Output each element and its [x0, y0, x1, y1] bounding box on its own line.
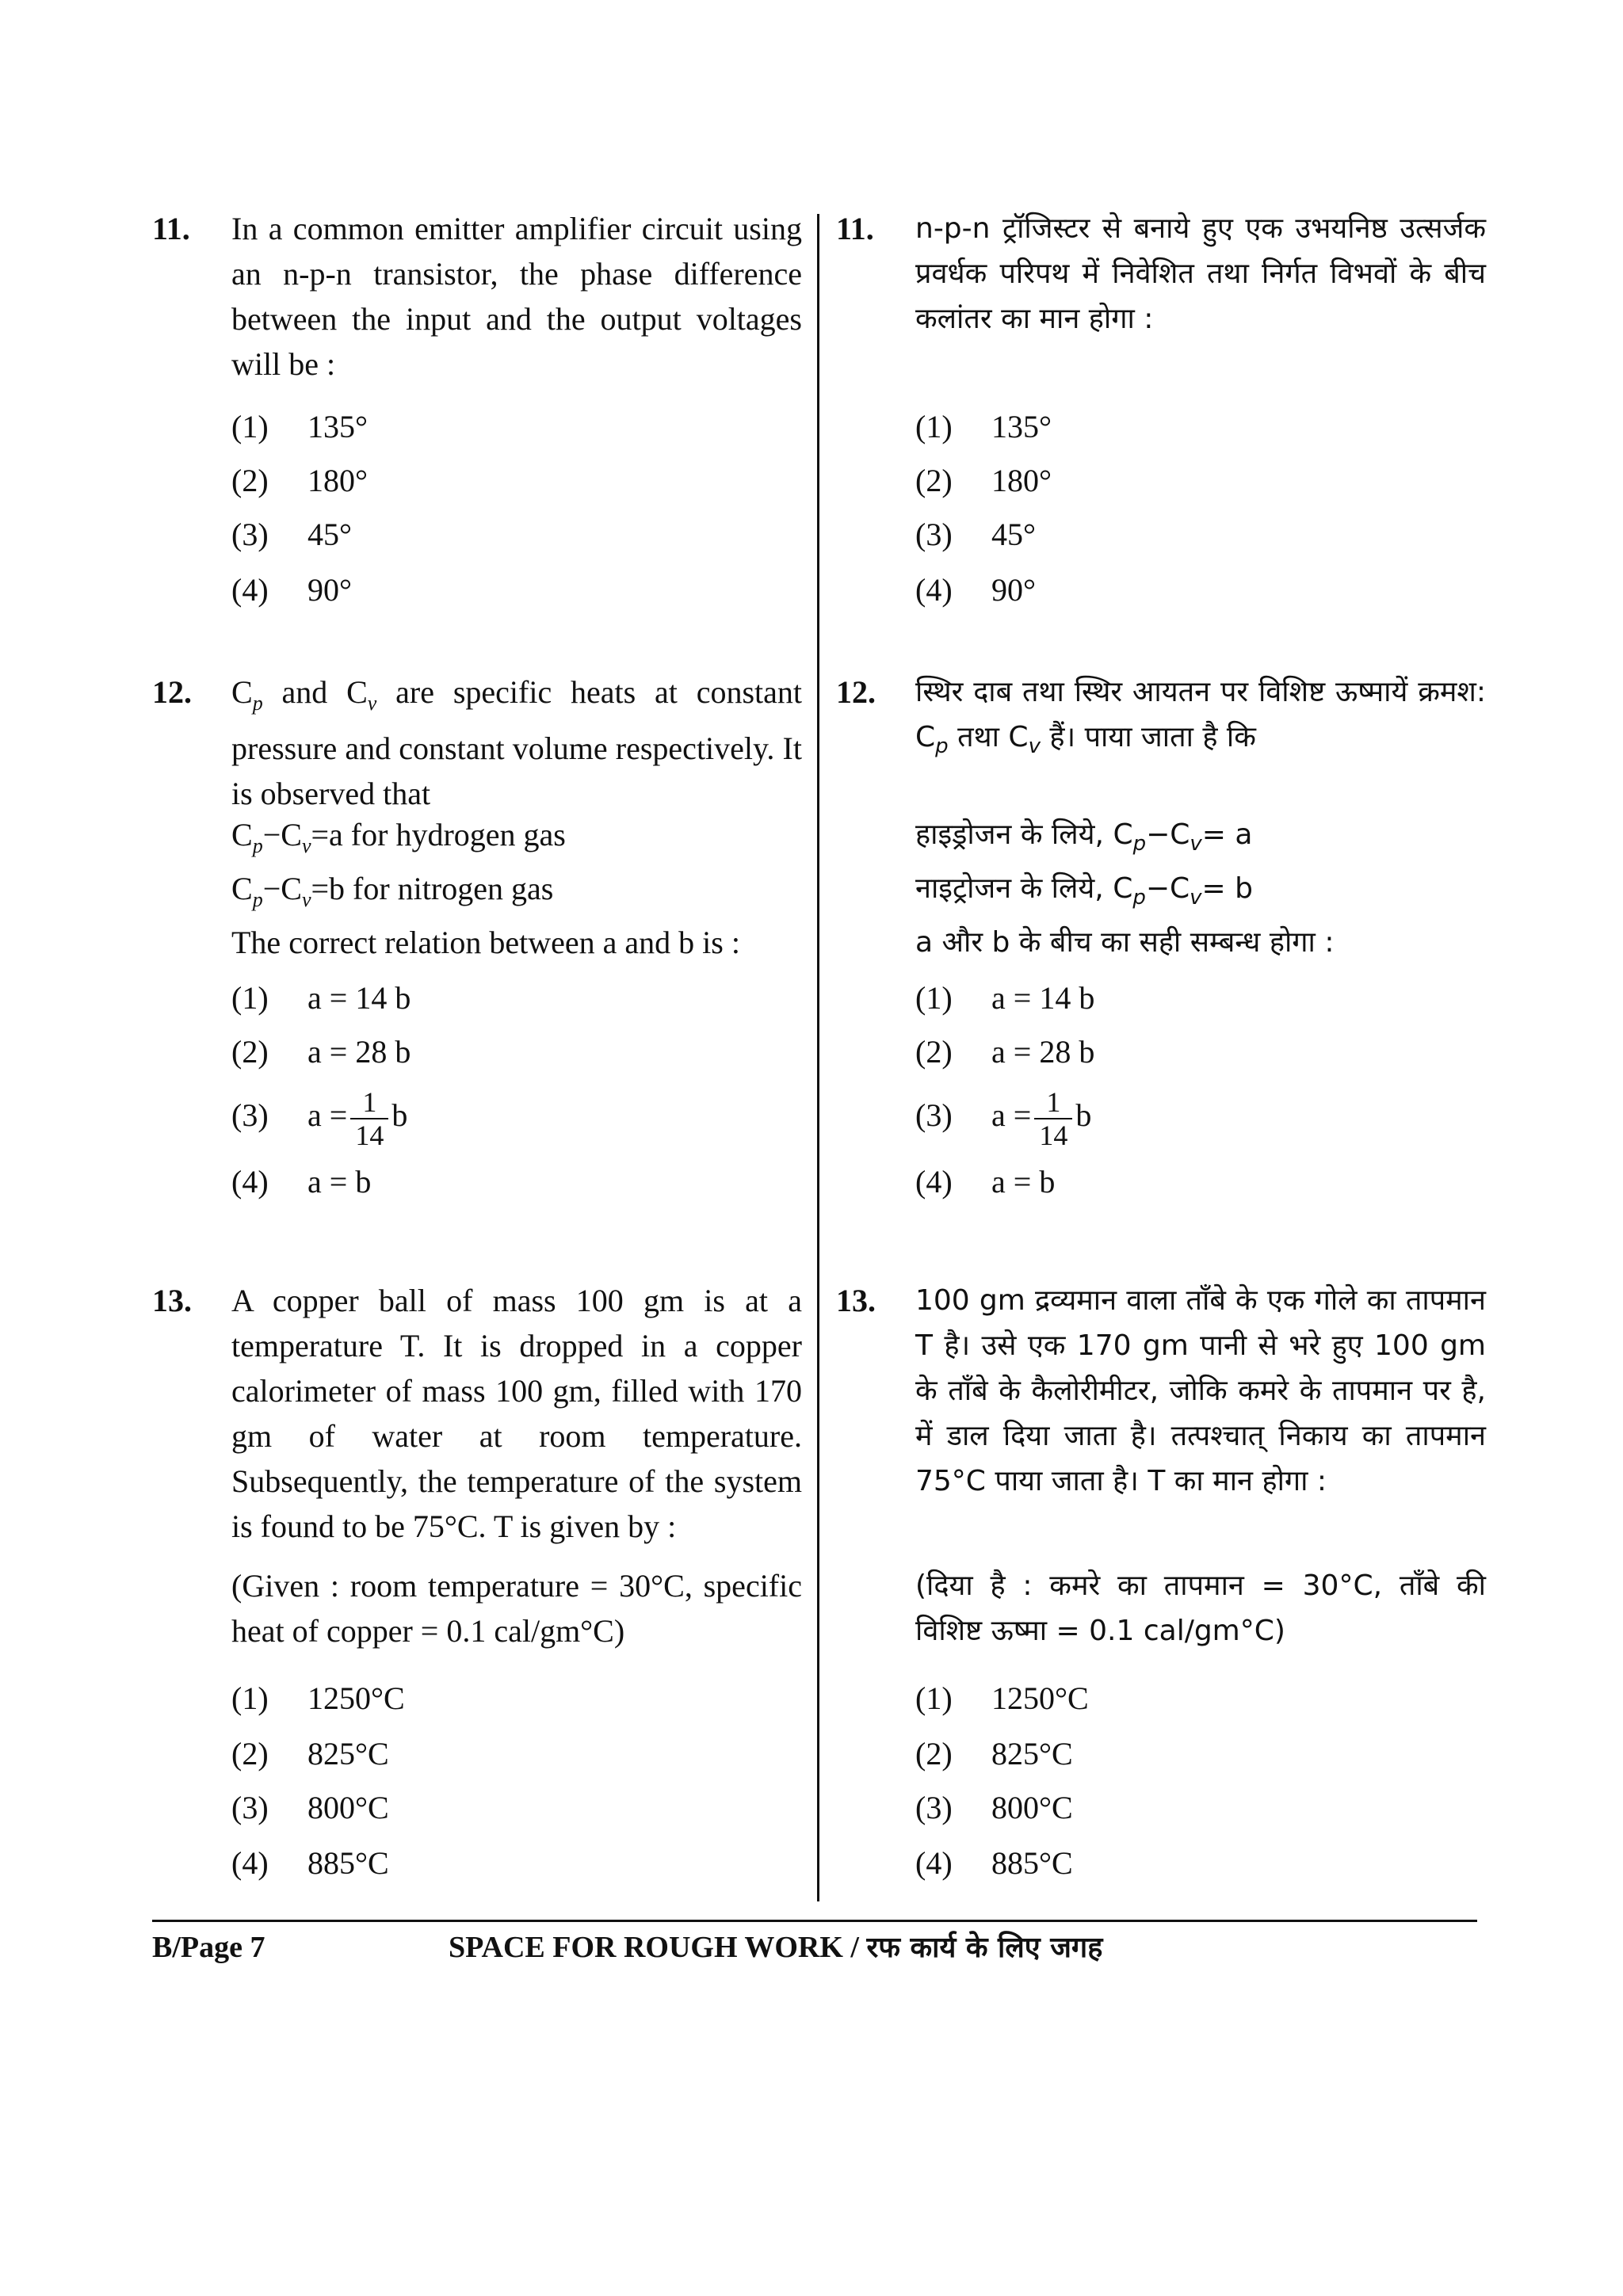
hydrogen-relation: हाइड्रोजन के लिये, $C_p-C_v= a$ [915, 818, 1253, 856]
question-number: 12. [152, 674, 192, 710]
option-4: (4) 885°C [915, 1845, 1073, 1881]
option-2: (2) a = 28 b [231, 1034, 411, 1070]
option-value: 825°C [991, 1736, 1073, 1772]
option-value: 800°C [307, 1790, 389, 1825]
fraction: $\frac{1}{14}$ [350, 1086, 388, 1151]
question-text: 100 gm द्रव्यमान वाला ताँबे के एक गोले का तापमान T है। उसे एक 170 gm पानी से भरे हुए 100 gm के ताँबे के कैलोरीमीटर, जोकि कमरे के तापमान पर है, में डाल दिया जाता है। तत्पश्चात् निकाय का तापमान 75°C पाया जाता है। T का मान होगा : [915, 1284, 1486, 1497]
question-number: 13. [836, 1283, 876, 1318]
question-text: स्थिर दाब तथा स्थिर आयतन पर विशिष्ट ऊष्मायें क्रमश: $C_p$ तथा $C_v$ हैं। पाया जाता है कि [915, 676, 1486, 759]
option-value: 180° [991, 463, 1052, 498]
option-value: a = 14 b [991, 980, 1095, 1016]
option-4: (4) 90° [915, 572, 1036, 608]
option-3: (3) 45° [231, 517, 352, 552]
option-1: (1) a = 14 b [231, 980, 411, 1016]
question-text: n-p-n ट्रॉजिस्टर से बनाये हुए एक उभयनिष्ठ उत्सर्जक प्रवर्धक परिपथ में निवेशित तथा निर्गत विभवों के बीच कलांतर का मान होगा : [915, 212, 1486, 335]
option-2: (2) a = 28 b [915, 1034, 1095, 1070]
option-value: a = 14 b [307, 980, 411, 1016]
question-number: 13. [152, 1283, 192, 1318]
given-data: (Given : room temperature = 30°C, specific heat of copper = 0.1 cal/gm°C) [231, 1568, 802, 1649]
option-4: (4) 90° [231, 572, 352, 608]
footer-rule [152, 1920, 1477, 1922]
option-value: 45° [991, 517, 1036, 552]
option-3: (3) 800°C [231, 1790, 389, 1825]
option-3: (3) a = $\frac{1}{14}$ b [915, 1086, 1092, 1151]
option-value: 90° [991, 572, 1036, 608]
nitrogen-relation: नाइट्रोजन के लिये, $C_p-C_v= b$ [915, 872, 1254, 910]
option-value: a = 28 b [307, 1034, 411, 1070]
option-value: 1250°C [307, 1680, 405, 1716]
option-1: (1) 1250°C [231, 1680, 405, 1716]
option-3: (3) 800°C [915, 1790, 1073, 1825]
option-3: (3) a = $\frac{1}{14}$ b [231, 1086, 408, 1151]
option-4: (4) 885°C [231, 1845, 389, 1881]
option-1: (1) a = 14 b [915, 980, 1095, 1016]
option-value: 1250°C [991, 1680, 1089, 1716]
option-value: 180° [307, 463, 368, 498]
option-value: 825°C [307, 1736, 389, 1772]
option-value: 135° [991, 409, 1052, 444]
option-2: (2) 180° [915, 463, 1052, 498]
given-data: (दिया है : कमरे का तापमान = 30°C, ताँबे की विशिष्ट ऊष्मा = 0.1 cal/gm°C) [915, 1569, 1486, 1647]
question-number: 11. [152, 211, 190, 246]
option-value: a = b [991, 1164, 1056, 1199]
option-value: 45° [307, 517, 352, 552]
hydrogen-relation: $C_p-C_v=a$ for hydrogen gas [231, 817, 566, 857]
page-number: B/Page 7 [152, 1931, 265, 1964]
option-2: (2) 825°C [231, 1736, 389, 1772]
option-value: 90° [307, 572, 352, 608]
relation-prompt: a और b के बीच का सही सम्बन्ध होगा : [915, 926, 1335, 959]
question-line: A copper ball of mass 100 gm is at a temperature T. It is dropped in a copper calorimeter of mass 100 gm, filled with 170 gm of water at room temperature. Subsequently, the temperature of the system is found to be 75°C. T is given by : [231, 1283, 802, 1544]
option-value: a = b [307, 1164, 372, 1199]
option-4: (4) a = b [231, 1164, 372, 1199]
relation-prompt: The correct relation between a and b is : [231, 925, 740, 960]
option-value: 885°C [307, 1845, 389, 1881]
question-number: 11. [836, 211, 874, 246]
nitrogen-relation: $C_p-C_v=b$ for nitrogen gas [231, 871, 554, 911]
option-1: (1) 135° [915, 409, 1052, 444]
question-text [231, 1278, 802, 1549]
option-3: (3) 45° [915, 517, 1036, 552]
option-2: (2) 180° [231, 463, 368, 498]
question-line: In a common emitter amplifier circuit using an n-p-n transistor, the phase difference between the input and the output voltages will be : [231, 211, 802, 382]
column-divider [817, 214, 819, 1901]
rough-work-label: SPACE FOR ROUGH WORK / रफ कार्य के लिए जगह [449, 1931, 1103, 1964]
option-value: 135° [307, 409, 368, 444]
option-2: (2) 825°C [915, 1736, 1073, 1772]
option-value: 800°C [991, 1790, 1073, 1825]
fraction: $\frac{1}{14}$ [1034, 1086, 1072, 1151]
question-text [231, 206, 802, 387]
option-4: (4) a = b [915, 1164, 1056, 1199]
option-1: (1) 135° [231, 409, 368, 444]
option-1: (1) 1250°C [915, 1680, 1089, 1716]
option-value: 885°C [991, 1845, 1073, 1881]
option-value: a = 28 b [991, 1034, 1095, 1070]
question-number: 12. [836, 674, 876, 710]
question-text: $C_p$ and $C_v$ are specific heats at constant pressure and constant volume respectively. It is observed that [231, 674, 803, 811]
